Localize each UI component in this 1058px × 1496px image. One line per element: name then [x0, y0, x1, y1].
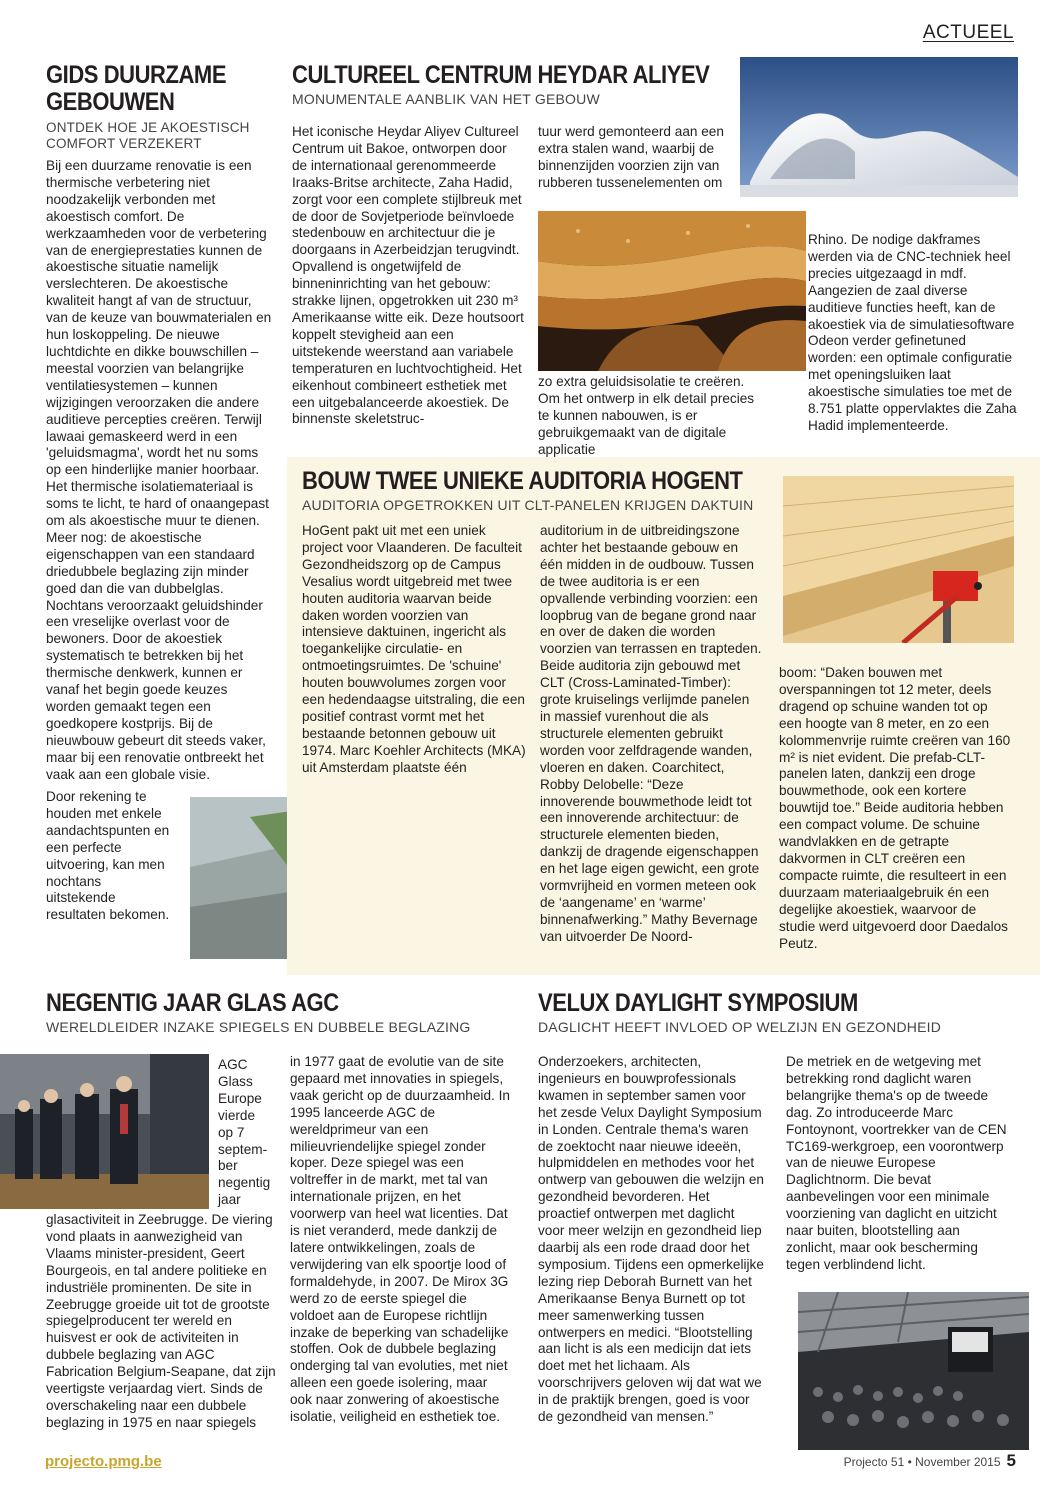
agc-col2: in 1977 gaat de evolutie van de site gepaard met innovaties in spiegels, vaak gericht op de duurzaamheid. In 1995 lanceerde AGC de wereldprimeur van een milieuvriendelijke spiegel zonder koper. Deze spiegel was een voltreffer in de markt, met tal van internationale prijzen, en het voorwerp van heel wat licenties. Dat is niet veranderd, mede dankzij de latere ontwikkelingen, zoals de verwijdering van elk spoortje lood of formaldehyde, in 2007. De Mirox 3G werd zo de eerste spiegel die voldoet aan de Europese richtlijn inzake de beperking van schadelijke stoffen. Ook de dubbele beglazing onderging tal van evoluties, met niet alleen een goede isolering, maar ook naar zonwering of akoestische isolatie, veiligheid en esthetiek toe. [290, 1054, 510, 1425]
section-tag: ACTUEEL [922, 22, 1014, 43]
article-title: BOUW TWEE UNIEKE AUDITORIA HOGENT [302, 467, 743, 495]
article-subtitle: AUDITORIA OPGETROKKEN UIT CLT-PANELEN KRIJGEN DAKTUIN [302, 497, 754, 513]
page-number: 5 [1006, 1451, 1016, 1470]
agc-side-text: AGC Glass Europe vierde op 7 septem- ber negentig jaar [218, 1057, 271, 1208]
article-title: VELUX DAYLIGHT SYMPOSIUM [538, 989, 858, 1017]
hogent-col3: boom: “Daken bouwen met overspanningen tot 12 meter, deels dragend op schuine wanden tot op een hoogte van 8 meter, en zo een kolommenvrije ruimte creëren van 160 m² is niet evident. Die prefab-CLT-panelen laten, dankzij een droge bouwmethode, ook een kortere bouwtijd toe.” Beide auditoria hebben een compact volume. De schuine wandvlakken en de getrapte dakvormen in CLT creëren een compacte ruimte, die resulteert in een duurzaam materiaalgebruik én een degelijke akoestiek, waarvoor de studie werd uitgevoerd door Daedalos Peutz. [779, 665, 1011, 951]
article-agc [46, 990, 506, 1035]
article-subtitle: DAGLICHT HEEFT INVLOED OP WELZIJN EN GEZONDHEID [538, 1019, 942, 1035]
agc-col1: glasactiviteit in Zeebrugge. De viering vond plaats in aanwezigheid van Vlaams minister-president, Geert Bourgeois, en tal andere politieke en industriële prominenten. De site in Zeebrugge groeide uit tot de grootste spiegelproducent ter wereld en huisvest er ook de activiteiten in dubbele beglazing van AGC Fabrication Belgium-Seapane, dat zijn veertigste verjaardag viert. Sinds de overschakeling naar een dubbele beglazing in 1975 en naar spiegels [46, 1212, 276, 1430]
article-hogent [302, 468, 772, 513]
agc-visit-image [0, 1054, 209, 1209]
article-title: GIDS DUURZAME GEBOUWEN [46, 61, 227, 116]
article-title: CULTUREEL CENTRUM HEYDAR ALIYEV [292, 61, 710, 89]
velux-audience-image [798, 1292, 1029, 1450]
article-subtitle: WERELDLEIDER INZAKE SPIEGELS EN DUBBELE BEGLAZING [46, 1019, 471, 1035]
velux-col2: De metriek en de wetgeving met betrekking rond daglicht waren belangrijke thema's op de tweede dag. Zo introduceerde Marc Fontoynont, voortrekker van de CEN TC169-werkgroep, een voorontwerp van de nieuwe Europese Daglichtnorm. Die bevat aanbevelingen voor een minimale voorziening van daglicht en uitzicht naar buiten, blootstelling aan zonlicht, maar ook bescherming tegen verblindend licht. [786, 1054, 1007, 1272]
article-heydar [292, 62, 732, 107]
footer-issue-label: Projecto 51 • November 2015 [843, 1455, 1001, 1469]
article-subtitle: ONTDEK HOE JE AKOESTISCH COMFORT VERZEKERT [46, 120, 250, 151]
footer-issue [844, 1451, 1016, 1471]
heydar-col3: Rhino. De nodige dakframes werden via de CNC-techniek heel precies uitgezaagd in mdf. Aangezien de zaal diverse auditieve functies heeft, kan de akoestiek via de simulatiesoftware Odeon verder gefinetuned worden: een optimale configuratie met openingsluiken laat akoestische simulaties toe met de 8.751 platte oppervlaktes die Zaha Hadid implementeerde. [808, 232, 1017, 433]
hogent-col1: HoGent pakt uit met een uniek project voor Vlaanderen. De faculteit Gezondheidszorg op de Campus Vesalius wordt uitgebreid met twee houten auditoria waarvan beide daken worden voorzien van intensieve daktuinen, ingericht als toegankelijke circulatie- en ontmoetingsruimtes. De 'schuine' houten bouwvolumes zorgen voor een hedendaagse uitstraling, die een positief contrast vormt met het bestaande betonnen gebouw uit 1974. Marc Koehler Architects (MKA) uit Amsterdam plaatste één [302, 523, 526, 775]
heydar-col2-top: tuur werd gemonteerd aan een extra stalen wand, waarbij de binnenzijden voorzien zijn van rubberen tussenelementen om [538, 124, 724, 190]
article-velux [538, 990, 1008, 1035]
footer-site-link[interactable]: projecto.pmg.be [45, 1453, 162, 1470]
gids-body: Bij een duurzame renovatie is een thermische verbetering niet noodzakelijk verbonden met akoestisch comfort. De werkzaamheden voor de verbetering van de energieprestaties kunnen de akoestische situatie namelijk verslechteren. De akoestische kwaliteit hangt af van de structuur, van de keuze van bouwmaterialen en hun loskoppeling. De nieuwe luchtdichte en dikke bouwschillen – meestal voorzien van belangrijke ventilatiesystemen – kunnen wijzigingen veroorzaken die andere auditieve percepties creëren. Terwijl lawaai gemaskeerd werd in een 'geluidsmagma', wordt het nu soms op een hinderlijke manier hoorbaar. Het thermische isolatiemateriaal is soms te licht, te hard of onaangepast om als akoestische muur te dienen. Meer nog: de akoestische eigenschappen van een standaard driedubbele beglazing zijn minder goed dan die van dubbelglas. Nochtans veroorzaakt geluidshinder een vreselijke overlast voor de bewoners. Door de akoestiek systematisch te betrekken bij het thermische denkwerk, kunnen er vanaf het begin goede keuzes worden gemaakt tegen een goedkopere kostprijs. Bij de nieuwbouw gebeurt dit steeds vaker, maar bij een renovatie ontbreekt het vaak aan een globale visie. [46, 158, 272, 782]
velux-col1: Onderzoekers, architecten, ingenieurs en bouwprofessionals kwamen in september samen voor het zesde Velux Daylight Symposium in Londen. Centrale thema's waren de zoektocht naar nieuwe ideeën, hulpmiddelen en methodes voor het ontwerp van gebouwen die welzijn en gezondheid bevorderen. Het proactief ontwerpen met daglicht voor meer welzijn en gezondheid liep daarbij als een rode draad door het symposium. Tijdens een opmerkelijke lezing riep Deborah Burnett van het Amerikaanse Benya Burnett op tot meer samenwerking tussen ontwerpers en medici. “Blootstelling aan licht is als een medicijn dat iets doet met het lichaam. Als voorschrijvers geloven wij dat wat we in de praktijk brengen, goed is voor de gezondheid van mensen.” [538, 1054, 764, 1425]
hogent-clt-image [783, 476, 1014, 643]
heydar-col2-bottom: zo extra geluidsisolatie te creëren. Om het ontwerp in elk detail precies te kunnen nabouwen, is er gebruikgemaakt van de digitale applicatie [538, 374, 755, 457]
heydar-col1: Het iconische Heydar Aliyev Cultureel Centrum uit Bakoe, ontworpen door de internationaal gerenommeerde Iraaks-Britse architecte, Zaha Hadid, zorgt voor een complete stijlbreuk met de door de Sovjetperiode beïnvloede stedenbouw en architectuur die je doorgaans in Azerbeidzjan terugvindt. Opvallend is ongetwijfeld de binneninrichting van het gebouw: strakke lijnen, opgetrokken uit 230 m³ Amerikaanse witte eik. Deze houtsoort koppelt stevigheid aan een uitstekende weerstand aan variabele temperaturen en luchtvochtigheid. Het eikenhout combineert esthetiek met een uitgebalanceerde akoestiek. De binnenste skeletstruc- [292, 124, 524, 427]
article-gids [46, 62, 276, 152]
gids-body-tail: Door rekening te houden met enkele aandachtspunten en een perfecte uitvoering, kan men nochtans uitstekende resultaten bekomen. [46, 789, 170, 923]
heydar-interior-image [538, 211, 806, 371]
hogent-col2: auditorium in de uitbreidingszone achter het bestaande gebouw en één midden in de oudbouw. Tussen de twee auditoria is er een opvallende verbinding voorzien: een loopbrug van de begane grond naar en over de daken die worden voorzien van terrassen en trapteden. Beide auditoria zijn gebouwd met CLT (Cross-Laminated-Timber): grote kruiselings verlijmde panelen in massief vurenhout die als structurele elementen gebruikt worden voor zelfdragende wanden, vloeren en daken. Coarchitect, Robby Delobelle: “Deze innoverende bouwmethode leidt tot een innoverende architectuur: de structurele elementen bieden, dankzij de dragende eigenschappen en het lage eigen gewicht, een grote vormvrijheid en vormen meteen ook de ‘aangename’ en ‘warme’ binnenafwerking.” Mathy Bevernage van uitvoerder De Noord- [540, 523, 762, 944]
heydar-exterior-image [740, 57, 1018, 197]
article-subtitle: MONUMENTALE AANBLIK VAN HET GEBOUW [292, 91, 600, 107]
article-title: NEGENTIG JAAR GLAS AGC [46, 989, 339, 1017]
